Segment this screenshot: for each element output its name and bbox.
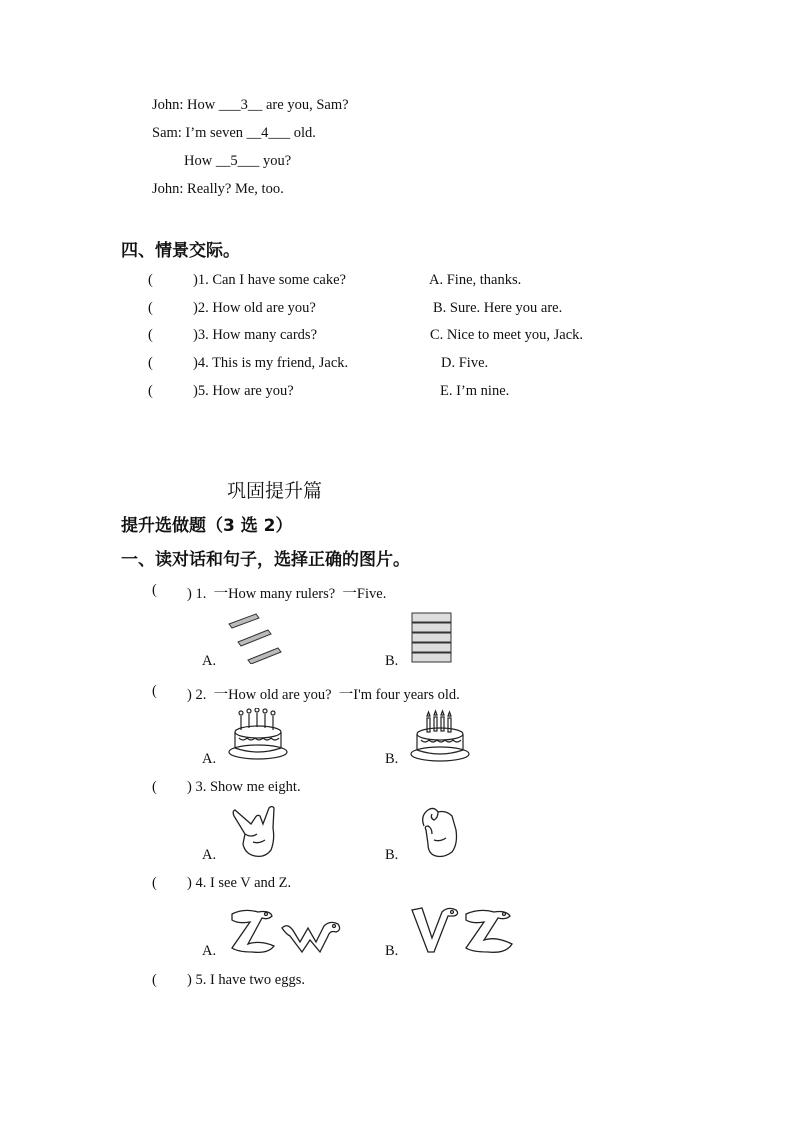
- q2-text: )2. How old are you?: [193, 300, 316, 316]
- item2-option-a[interactable]: A.: [202, 751, 217, 767]
- item2-option-b[interactable]: B.: [385, 751, 399, 767]
- q4-paren[interactable]: (: [148, 355, 153, 371]
- dialogue-line-2: Sam: I’m seven __4___ old.: [152, 125, 316, 141]
- q4-text: )4. This is my friend, Jack.: [193, 355, 349, 371]
- section-4-heading: 四、情景交际。: [121, 241, 240, 261]
- letters-z-w-icon: [228, 906, 346, 956]
- hand-nine-icon: [414, 804, 460, 860]
- q1-answer: A. Fine, thanks.: [429, 272, 522, 288]
- q2-paren[interactable]: (: [148, 300, 153, 316]
- part-title: 巩固提升篇: [227, 480, 323, 502]
- item4-text: ) 4. I see V and Z.: [187, 875, 292, 891]
- q4-answer: D. Five.: [441, 355, 489, 371]
- item4-option-a[interactable]: A.: [202, 943, 217, 959]
- cake-four-candles-icon: [409, 708, 471, 764]
- cake-icon: [227, 708, 289, 762]
- item4-option-b[interactable]: B.: [385, 943, 399, 959]
- q5-paren[interactable]: (: [148, 383, 153, 399]
- item4-paren[interactable]: (: [152, 875, 157, 891]
- q3-paren[interactable]: (: [148, 327, 153, 343]
- section-1-heading: 一、读对话和句子，选择正确的图片。: [121, 550, 410, 570]
- q5-text: )5. How are you?: [193, 383, 294, 399]
- dialogue-line-1: John: How ___3__ are you, Sam?: [152, 97, 349, 113]
- three-rulers-icon: [226, 608, 284, 664]
- item3-paren[interactable]: (: [152, 779, 157, 795]
- hand-eight-icon: [231, 804, 281, 860]
- q5-answer: E. I’m nine.: [440, 383, 510, 399]
- q1-text: )1. Can I have some cake?: [193, 272, 346, 288]
- item3-option-b[interactable]: B.: [385, 847, 399, 863]
- q3-answer: C. Nice to meet you, Jack.: [430, 327, 584, 343]
- q1-paren[interactable]: (: [148, 272, 153, 288]
- item2-text: ) 2. 一How old are you? 一I'm four years old.: [187, 687, 460, 703]
- item3-text: ) 3. Show me eight.: [187, 779, 301, 795]
- item1-option-a[interactable]: A.: [202, 653, 217, 669]
- dialogue-line-4: John: Really? Me, too.: [152, 181, 284, 197]
- item5-text: ) 5. I have two eggs.: [187, 972, 305, 988]
- five-rulers-icon: [411, 612, 453, 664]
- item1-text: ) 1. 一How many rulers? 一Five.: [187, 586, 387, 602]
- subtitle: 提升选做题（3 选 2）: [121, 516, 293, 536]
- dialogue-line-3: How __5___ you?: [184, 153, 292, 169]
- item2-paren[interactable]: (: [152, 683, 157, 699]
- letters-v-z-icon: [408, 904, 520, 956]
- item5-paren[interactable]: (: [152, 972, 157, 988]
- q2-answer: B. Sure. Here you are.: [433, 300, 563, 316]
- item3-option-a[interactable]: A.: [202, 847, 217, 863]
- item1-option-b[interactable]: B.: [385, 653, 399, 669]
- q3-text: )3. How many cards?: [193, 327, 318, 343]
- item1-paren[interactable]: (: [152, 582, 157, 598]
